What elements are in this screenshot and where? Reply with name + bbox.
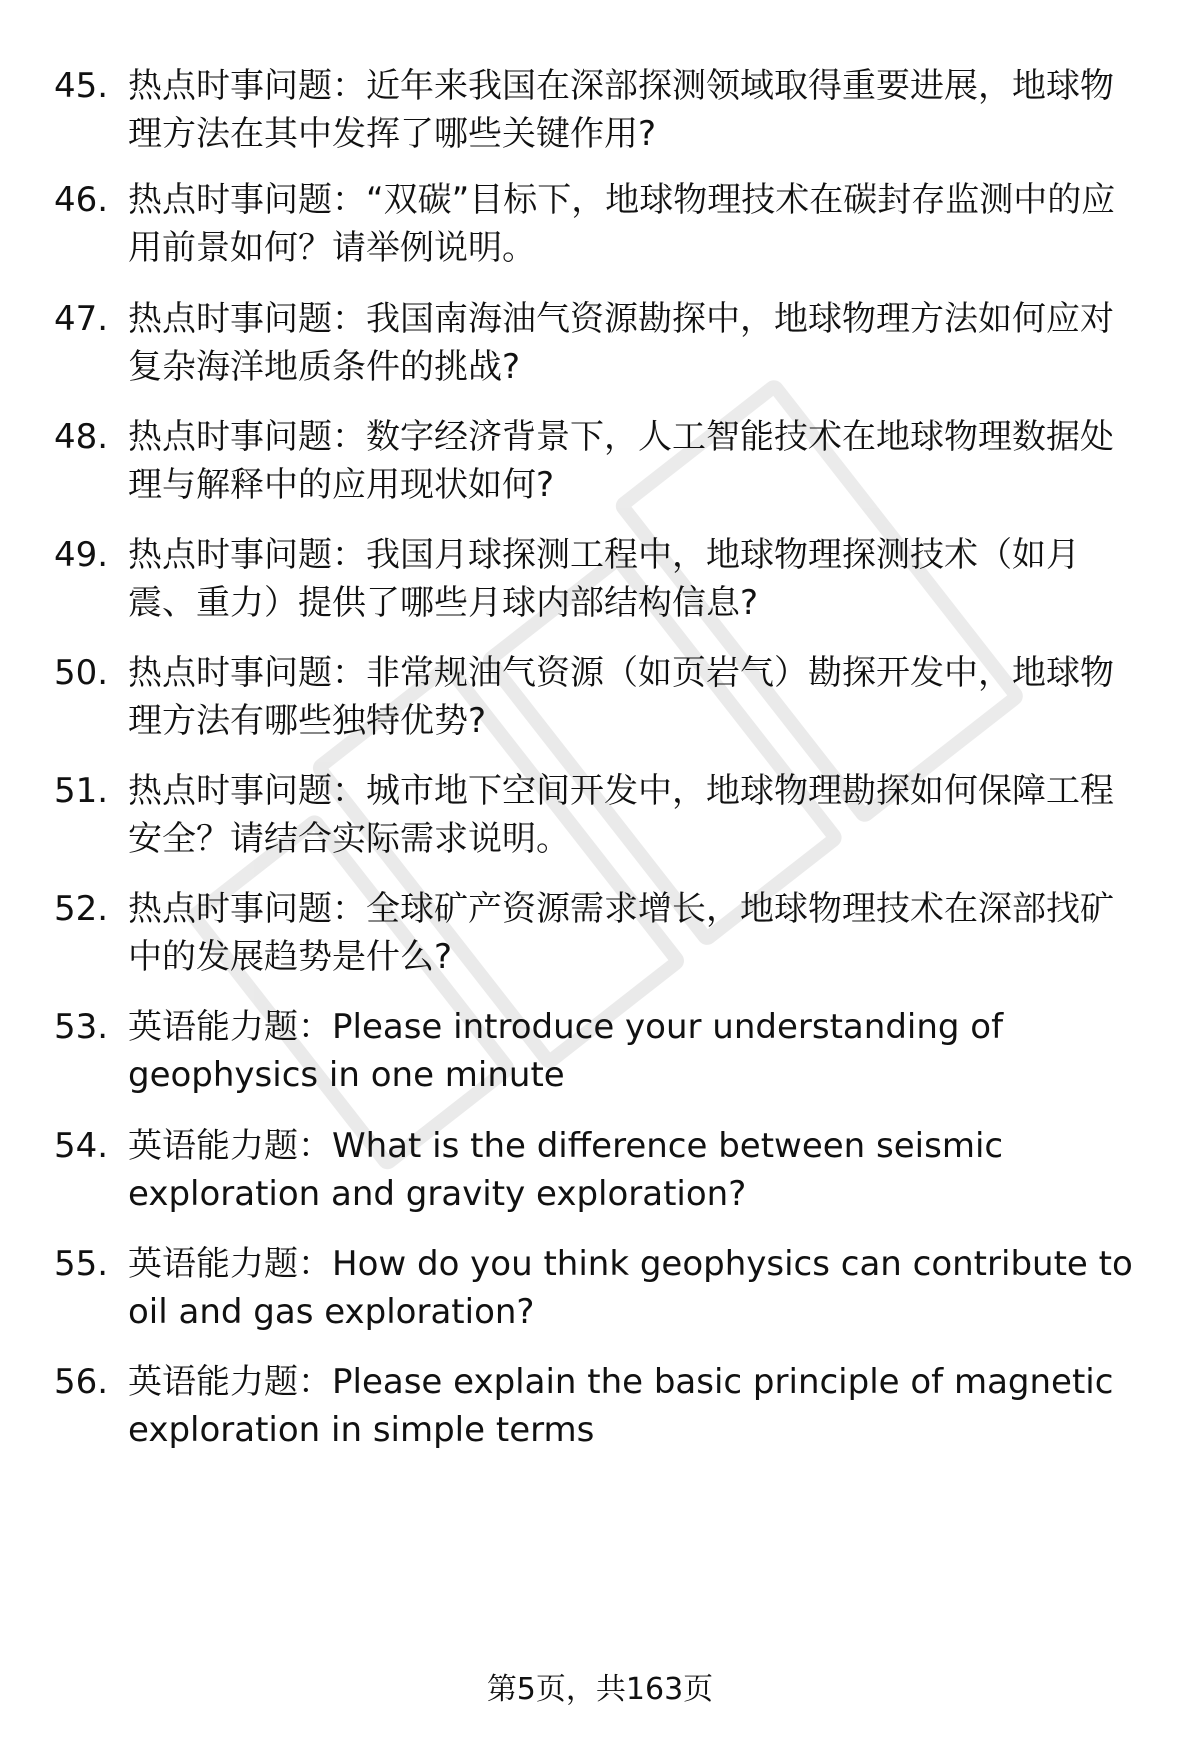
question-text: 英语能力题：How do you think geophysics can contribute to oil and gas exploration? — [128, 1244, 1133, 1332]
question-number: 54. — [54, 1126, 109, 1166]
question-text: 热点时事问题：城市地下空间开发中，地球物理勘探如何保障工程安全？请结合实际需求说明。 — [128, 771, 1114, 859]
question-text: 热点时事问题：“双碳”目标下，地球物理技术在碳封存监测中的应用前景如何？请举例说明。 — [128, 180, 1116, 268]
question-number: 46. — [54, 180, 109, 220]
question-number: 52. — [54, 889, 109, 929]
question-text: 热点时事问题：近年来我国在深部探测领域取得重要进展，地球物理方法在其中发挥了哪些关键作用? — [128, 66, 1114, 154]
question-text: 热点时事问题：我国月球探测工程中，地球物理探测技术（如月震、重力）提供了哪些月球内部结构信息? — [128, 535, 1080, 623]
question-number: 51. — [54, 771, 109, 811]
question-text: 英语能力题：Please explain the basic principle of magnetic exploration in simple terms — [128, 1362, 1114, 1450]
question-number: 56. — [54, 1362, 109, 1402]
question-number: 50. — [54, 653, 109, 693]
page-number-footer: 第5页，共163页 — [486, 1672, 714, 1707]
question-number: 48. — [54, 417, 109, 457]
question-text: 热点时事问题：非常规油气资源（如页岩气）勘探开发中，地球物理方法有哪些独特优势? — [128, 653, 1114, 741]
question-number: 47. — [54, 299, 109, 339]
question-number: 45. — [54, 66, 109, 106]
question-number: 53. — [54, 1007, 109, 1047]
question-text: 英语能力题：What is the difference between seismic exploration and gravity exploration? — [128, 1126, 1004, 1214]
question-number: 55. — [54, 1244, 109, 1284]
question-number: 49. — [54, 535, 109, 575]
question-text: 热点时事问题：我国南海油气资源勘探中，地球物理方法如何应对复杂海洋地质条件的挑战? — [128, 299, 1114, 387]
question-text: 英语能力题：Please introduce your understanding of geophysics in one minute — [128, 1007, 1004, 1095]
question-text: 热点时事问题：全球矿产资源需求增长，地球物理技术在深部找矿中的发展趋势是什么? — [128, 889, 1114, 977]
question-text: 热点时事问题：数字经济背景下，人工智能技术在地球物理数据处理与解释中的应用现状如何? — [128, 417, 1114, 505]
